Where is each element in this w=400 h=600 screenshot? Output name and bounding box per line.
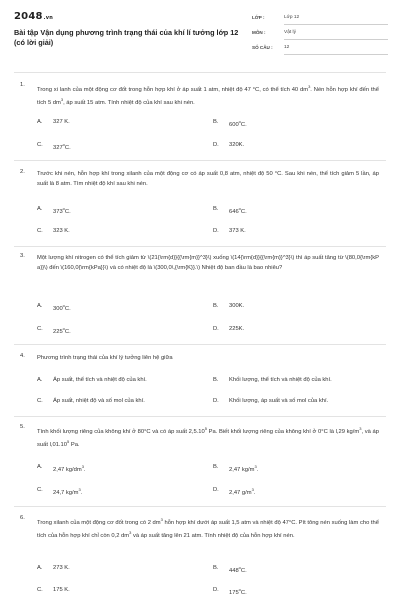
question-number: 5. [20, 424, 25, 430]
question-number: 6. [20, 515, 25, 521]
divider [14, 72, 386, 73]
class-label: LỚP : [252, 15, 265, 20]
info-panel [252, 15, 388, 60]
subject-row [252, 30, 388, 45]
question-text: Trước khi nén, hỗn hợp khí trong xilanh của một động cơ có áp suất 0,8 atm, nhiệt độ 50 °C. Sau khi nén, thể tích giảm 5 lần, áp suất là 8 atm. Tìm nhiệt độ khí sau khi nén. [37, 171, 379, 187]
divider [14, 416, 386, 417]
question-count-label: SỐ CÂU : [252, 45, 273, 50]
divider [14, 344, 386, 345]
subject-value: Vật lý [284, 30, 388, 40]
site-logo[interactable]: 2048.vn [14, 11, 53, 22]
question-text: Một lượng khí nitrogen có thể tích giảm từ \(21{\rm{d}}{{\rm{m}}^3}\) xuống \(14{\rm{d}}{{\rm{m}}^3}\) thì áp suất tăng từ \(80,0{\rm{kPa}}\) đến \(160,0{\rm{kPa}}\) và có nhiệt độ là \(300,0\,{\rm{K}}.\) Nhiệt độ ban đầu là bao nhiêu? [37, 255, 379, 271]
page-title: Bài tập Vận dụng phương trình trạng thái của khí lí tưởng lớp 12 (có lời giải) [14, 28, 239, 47]
subject-label: MÔN : [252, 30, 266, 35]
question-number: 4. [20, 353, 25, 359]
question-text: Trong xi lanh của một động cơ đốt trong hỗn hợp khí ở áp suất 1 atm, nhiệt độ 47 °C, có thể tích 40 $dm^3$. Nén hỗn hợp khí đến thể tích 5 $dm^3$, áp suất 15 atm. Tính nhiệt độ của khí sau khi nén. [37, 84, 379, 106]
question-number: 3. [20, 253, 25, 259]
question-number: 2. [20, 169, 25, 175]
divider [14, 160, 386, 161]
question-text: Tính khối lượng riêng của không khí ở 80°C và có áp suất 2,5.10$^5$ Pa. Biết khối lượng riêng của không khí ở 0°C là l,29 $kg/m^3$, và áp suất l,01.10$^5$ Pa. [37, 426, 379, 448]
question-number: 1. [20, 82, 25, 88]
class-row [252, 15, 388, 30]
question-count-value: 12 [284, 45, 388, 55]
divider [14, 506, 386, 507]
question-count-row [252, 45, 388, 60]
class-value: Lớp 12 [284, 15, 388, 25]
question-text: Trong xilanh của một động cơ đốt trong có 2 $dm^3$ hỗn hợp khí dưới áp suất 1,5 atm và nhiệt độ 47°C. Pít tông nén xuống làm cho thể tích của hỗn hợp khí chỉ còn 0,2 $dm^3$ và áp suất tăng lên 21 atm. Tính nhiệt độ của hỗn hợp khí nén. [37, 517, 379, 539]
question-text: Phương trình trạng thái của khí lý tưởng liên hệ giữa [37, 355, 173, 361]
header [0, 0, 400, 62]
divider [14, 246, 386, 247]
